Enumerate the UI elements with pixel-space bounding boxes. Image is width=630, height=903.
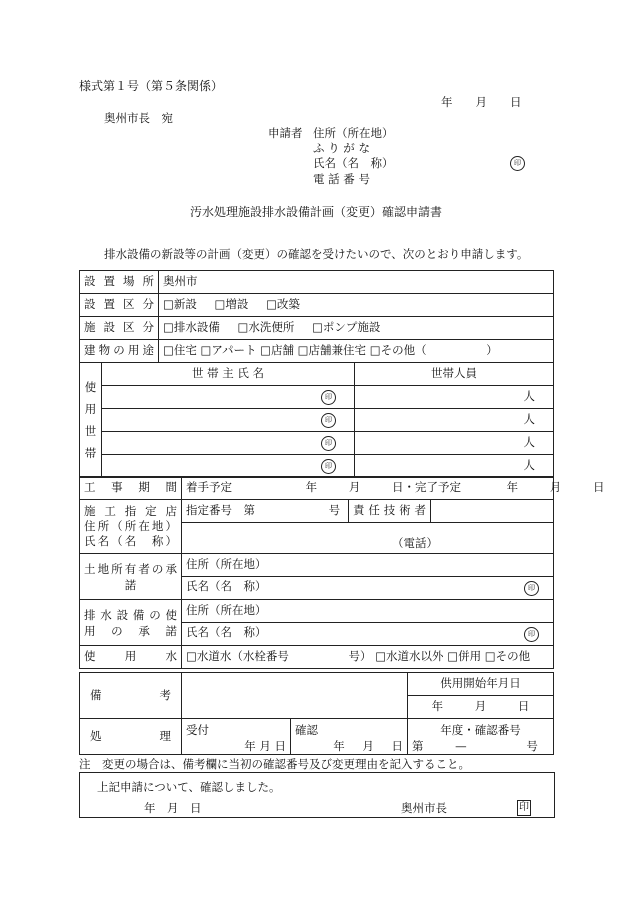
year-label: 年 — [244, 739, 256, 753]
start-date-header: 供用開始年月日 — [408, 673, 554, 696]
households-char-1: 使 — [84, 380, 97, 394]
households-char-3: 世 — [84, 424, 97, 438]
building-apartment-checkbox[interactable]: □アパート — [200, 343, 257, 358]
applicant-furigana-label: ふ り が な — [313, 141, 370, 155]
month-label: 月 — [362, 739, 374, 753]
year-label: 年 — [431, 699, 444, 714]
contractor-label-2: 住所（所在地） — [84, 519, 177, 533]
construction-table — [79, 476, 605, 669]
start-date-field[interactable] — [408, 696, 554, 719]
households-char-4: 帯 — [84, 446, 97, 460]
building-house-checkbox[interactable]: □住宅 — [163, 343, 197, 358]
designation-number-label: 指定番号 第 — [186, 503, 255, 518]
households-char-2: 用 — [84, 402, 97, 416]
building-other-close: ） — [486, 343, 498, 358]
location-value[interactable]: 奥州市 — [159, 271, 554, 294]
seal-mark: 印 — [321, 459, 336, 474]
intro-text: 排水設備の新設等の計画（変更）の確認を受けたいので、次のとおり申請します。 — [104, 247, 529, 261]
facility-drain-checkbox[interactable]: □排水設備 — [163, 320, 220, 335]
number-prefix: 第 — [412, 739, 424, 753]
confirmation-date: 年 月 日 — [144, 801, 202, 815]
contractor-address-field[interactable] — [182, 523, 554, 554]
processing-label: 処理 — [90, 728, 171, 743]
landowner-address-field[interactable] — [182, 554, 554, 577]
building-shop-checkbox[interactable]: □店舗 — [260, 343, 295, 358]
confirmation-stamp: 印 — [517, 800, 531, 816]
household-members-row[interactable] — [355, 409, 554, 432]
remarks-field[interactable] — [182, 673, 408, 719]
person-unit: 人 — [523, 458, 535, 473]
number-suffix: 号 — [526, 739, 538, 753]
water-non-tap-checkbox[interactable]: □水道水以外 — [375, 649, 444, 664]
construction-period-value[interactable] — [182, 477, 605, 500]
month-label: 月 — [549, 480, 562, 495]
received-label: 受付 — [186, 723, 209, 737]
facility-type-label: 施設区分 — [84, 320, 154, 335]
landowner-label-2: 諾 — [124, 577, 137, 592]
person-unit: 人 — [523, 412, 535, 427]
location-label: 設置場所 — [84, 274, 154, 289]
contractor-label-1: 施工指定店 — [84, 504, 177, 518]
household-members-row[interactable] — [355, 386, 554, 409]
facility-pump-checkbox[interactable]: □ポンプ施設 — [312, 320, 381, 335]
household-head-row[interactable] — [102, 386, 355, 409]
designation-number-suffix: 号 — [328, 503, 341, 518]
landowner-name-label: 氏名（名 称） — [186, 578, 267, 593]
drain-user-label-2: 用 の 承 諾 — [84, 623, 177, 638]
confirmation-box — [79, 772, 555, 818]
install-renovate-checkbox[interactable]: □改築 — [266, 297, 300, 312]
building-use-label: 建物の用途 — [84, 343, 154, 358]
applicant-name-label: 氏名（名 称） — [313, 156, 394, 170]
household-head-row[interactable] — [102, 409, 355, 432]
building-other-checkbox[interactable]: □その他（ — [369, 343, 427, 358]
building-shop-house-checkbox[interactable]: □店舗兼住宅 — [297, 343, 367, 358]
landowner-name-field[interactable] — [182, 577, 554, 600]
seal-mark: 印 — [524, 581, 539, 596]
applicant-label: 申請者 — [268, 126, 303, 140]
install-type-label: 設置区分 — [84, 297, 154, 312]
landowner-label-1: 土地所有者の承 — [84, 561, 177, 576]
phone-label: （電話） — [392, 535, 438, 550]
drain-user-address-field[interactable] — [182, 600, 554, 623]
drain-user-label-1: 排水設備の使 — [84, 607, 177, 622]
day-label: 日 — [592, 480, 605, 495]
completion-label: 日・完了予定 — [391, 480, 461, 495]
applicant-phone-label: 電 話 番 号 — [313, 172, 370, 186]
confirmed-field[interactable] — [291, 719, 408, 755]
fiscal-number-label: 年度・確認番号 — [440, 723, 521, 737]
confirmation-number-field[interactable] — [408, 719, 554, 755]
seal-mark: 印 — [321, 413, 336, 428]
month-label: 月 — [348, 480, 361, 495]
household-head-row[interactable] — [102, 455, 355, 478]
year-label: 年 — [305, 480, 318, 495]
day-label: 日 — [391, 739, 403, 753]
households-table — [79, 362, 554, 478]
contractor-label-3: 氏名（名 称） — [84, 534, 177, 548]
number-dash: — — [455, 739, 467, 753]
remarks-label: 備考 — [90, 687, 171, 702]
landowner-address-label: 住所（所在地） — [186, 557, 267, 572]
water-label: 使用水 — [84, 649, 177, 664]
received-field[interactable] — [182, 719, 291, 755]
water-combined-checkbox[interactable]: □併用 — [447, 649, 482, 664]
designation-number-field[interactable] — [182, 500, 349, 523]
engineer-field[interactable] — [431, 500, 554, 523]
water-other-checkbox[interactable]: □その他 — [484, 649, 531, 664]
seal-mark: 印 — [321, 436, 336, 451]
water-tap-checkbox[interactable]: □水道水（水栓番号 — [186, 649, 289, 664]
seal-mark: 印 — [524, 627, 539, 642]
applicant-address-label: 住所（所在地） — [313, 126, 394, 140]
application-table-top — [79, 270, 554, 363]
drain-user-name-field[interactable] — [182, 623, 554, 646]
confirmation-signer: 奥州市長 — [401, 801, 447, 815]
household-head-row[interactable] — [102, 432, 355, 455]
drain-user-address-label: 住所（所在地） — [186, 603, 267, 618]
water-tap-suffix: 号） — [348, 649, 372, 664]
household-head-header: 世 帯 主 氏 名 — [102, 363, 355, 386]
engineer-label: 責任技術者 — [353, 503, 426, 518]
addressee: 奥州市長 宛 — [104, 111, 173, 125]
install-new-checkbox[interactable]: □新設 — [163, 297, 197, 312]
household-members-header: 世帯人員 — [355, 363, 554, 386]
drain-user-name-label: 氏名（名 称） — [186, 624, 267, 639]
year-label: 年 — [333, 739, 345, 753]
confirmation-text: 上記申請について、確認しました。 — [97, 780, 281, 794]
facility-toilet-checkbox[interactable]: □水洗便所 — [237, 320, 295, 335]
form-number: 様式第１号（第５条関係） — [79, 79, 224, 93]
remarks-table — [79, 672, 554, 755]
document-title: 汚水処理施設排水設備計画（変更）確認申請書 — [190, 205, 443, 219]
install-expand-checkbox[interactable]: □増設 — [214, 297, 249, 312]
month-label: 月 — [259, 739, 271, 753]
seal-mark: 印 — [321, 390, 336, 405]
confirmed-label: 確認 — [295, 723, 318, 737]
applicant-seal-mark: 印 — [510, 156, 525, 171]
household-members-row[interactable] — [355, 455, 554, 478]
application-date: 年 月 日 — [441, 95, 522, 109]
start-label: 着手予定 — [186, 480, 232, 495]
day-label: 日 — [517, 699, 530, 714]
year-label: 年 — [506, 480, 519, 495]
household-members-row[interactable] — [355, 432, 554, 455]
day-label: 日 — [274, 739, 286, 753]
month-label: 月 — [474, 699, 487, 714]
person-unit: 人 — [523, 389, 535, 404]
person-unit: 人 — [523, 435, 535, 450]
construction-period-label: 工事期間 — [84, 480, 177, 495]
footnote: 注 変更の場合は、備考欄に当初の確認番号及び変更理由を記入すること。 — [79, 757, 470, 771]
